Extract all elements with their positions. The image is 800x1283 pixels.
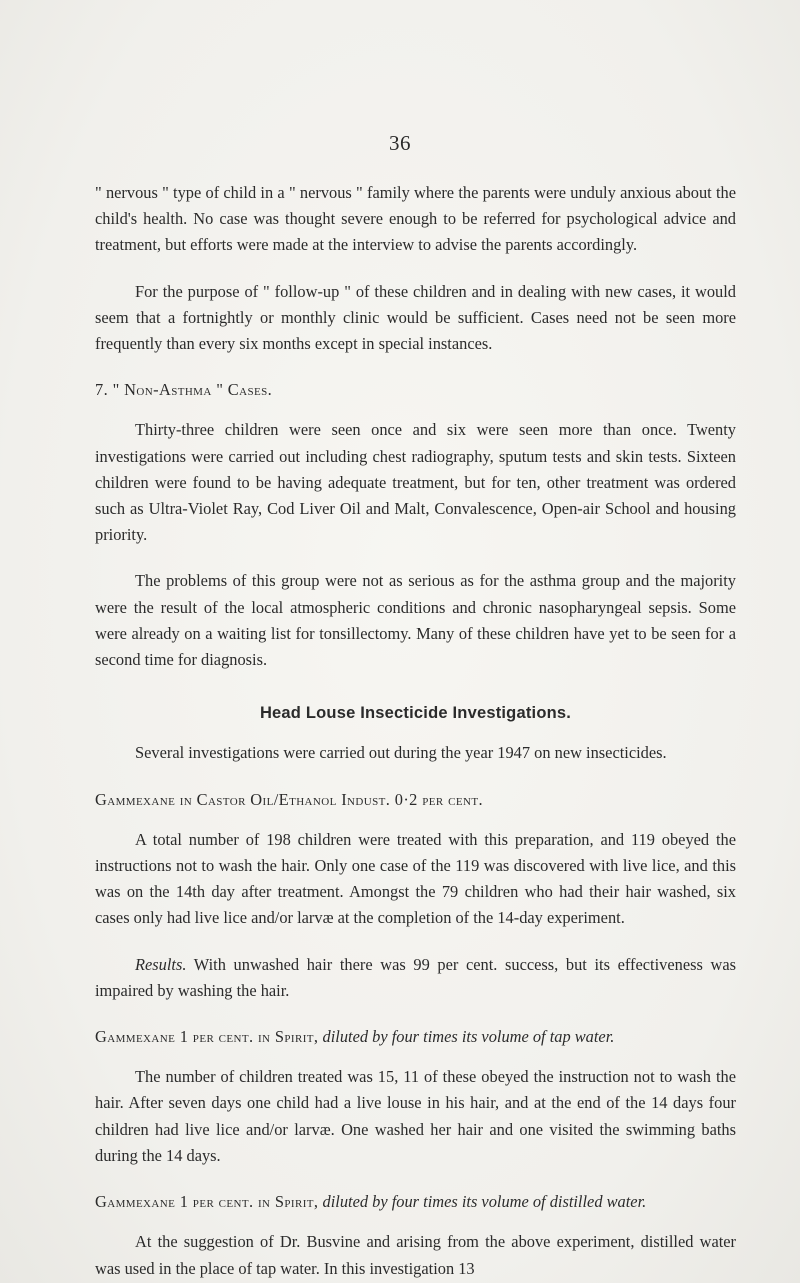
paragraph-castor-oil-results: A total number of 198 children were treated with this preparation, and 119 obeyed the instructions not to wash the hair. Only one case of the 119 was discovered with live lice, and this was on the 14th day after treatment. Amongst the 79 children who had their hair washed, six cases only had live lice and/or larvæ at the completion of the 14-day experiment. bbox=[95, 829, 736, 928]
paragraph-insecticides-intro: Several investigations were carried out during the year 1947 on new insecticides. bbox=[135, 743, 667, 763]
section-heading-head-louse: Head Louse Insecticide Investigations. bbox=[259, 704, 572, 723]
paragraph-nervous-type: " nervous " type of child in a " nervous " family where the parents were unduly anxious about the child's health. No case was thought severe enough to be referred for psychological advice and treatment, but efforts were made at the interview to advise the parents accordingly. bbox=[95, 183, 736, 255]
results-label: Results. bbox=[135, 954, 187, 974]
results-text: With unwashed hair there was 99 per cent. success, but its effectiveness was impaired by washing the hair. bbox=[95, 954, 736, 1000]
subheading-distilled-water-italic: diluted by four times its volume of distilled water. bbox=[322, 1192, 647, 1212]
paragraph-results bbox=[95, 952, 736, 1004]
subheading-gammexane-tap-water bbox=[95, 1024, 736, 1050]
paragraph-group-problems: The problems of this group were not as serious as for the asthma group and the majority were the result of the local atmospheric conditions and chronic nasopharyngeal sepsis. Some were already on a waiting list for tonsillectomy. Many of these children have yet to be seen for a second time for diagnosis. bbox=[95, 571, 736, 670]
paragraph-follow-up: For the purpose of " follow-up " of these children and in dealing with new cases, it would seem that a fortnightly or monthly clinic would be sufficient. Cases need not be seen more frequently than every six months except in special instances. bbox=[95, 281, 736, 354]
subheading-tap-water-main: Gammexane 1 per cent. in Spirit, bbox=[95, 1027, 319, 1047]
subheading-gammexane-castor-oil: Gammexane in Castor Oil/Ethanol Indust. 0·2 per cent. bbox=[95, 789, 483, 809]
paragraph-non-asthma-cases: Thirty-three children were seen once and six were seen more than once. Twenty investigations were carried out including chest radiography, sputum tests and skin tests. Sixteen children were found to be having adequate treatment, but for ten, other treatment was ordered such as Ultra-Violet Ray, Cod Liver Oil and Malt, Convalescence, Open-air School and housing priority. bbox=[95, 420, 736, 545]
subheading-gammexane-distilled-water bbox=[95, 1189, 736, 1215]
page-number: 36 bbox=[389, 131, 411, 155]
subheading-tap-water-italic: diluted by four times its volume of tap water. bbox=[322, 1027, 615, 1047]
section-heading-non-asthma: 7. " Non-Asthma " Cases. bbox=[95, 380, 273, 400]
paragraph-tap-water-results: The number of children treated was 15, 11 of these obeyed the instruction not to wash the hair. After seven days one child had a live louse in his hair, and at the end of the 14 days four children had live lice and/or larvæ. One washed her hair and one visited the swimming baths during the 14 days. bbox=[95, 1067, 736, 1165]
page-body bbox=[95, 180, 736, 1282]
subheading-distilled-water-main: Gammexane 1 per cent. in Spirit, bbox=[95, 1192, 319, 1212]
paragraph-distilled-water-intro: At the suggestion of Dr. Busvine and arising from the above experiment, distilled water was used in the place of tap water. In this investigation 13 bbox=[95, 1232, 736, 1278]
